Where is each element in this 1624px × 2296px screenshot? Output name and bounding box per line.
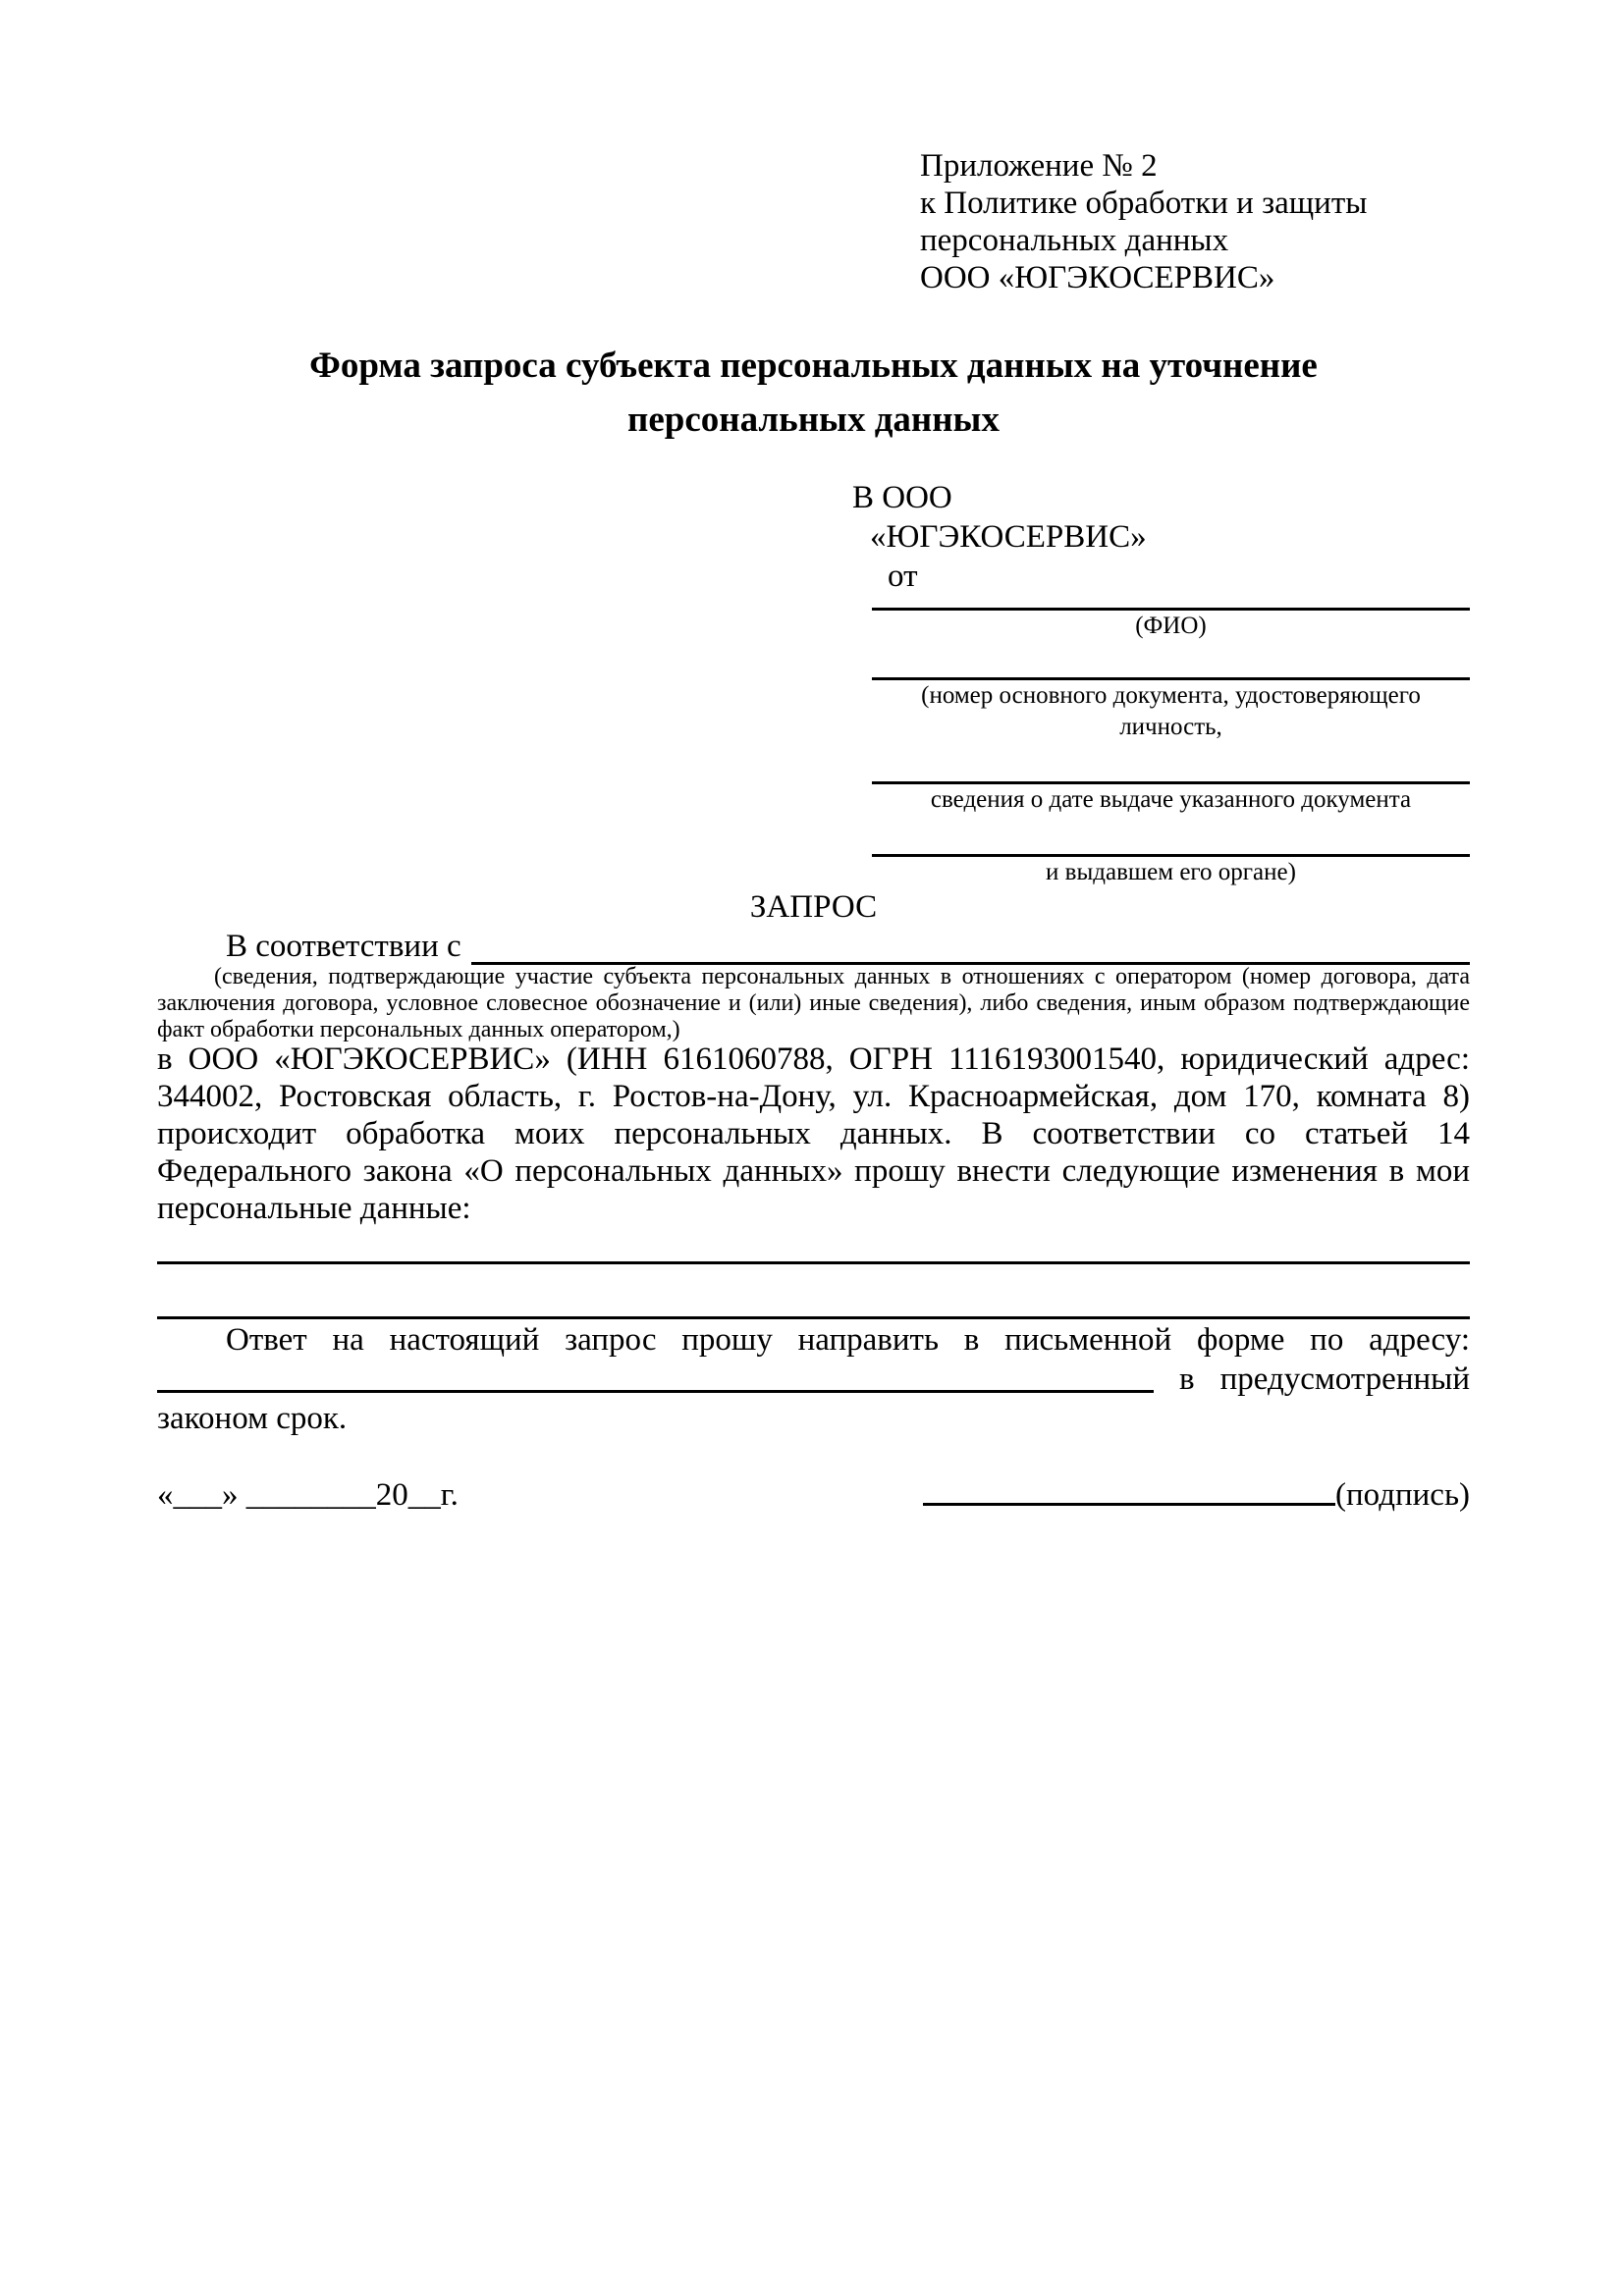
request-body-paragraph: в ООО «ЮГЭКОСЕРВИС» (ИНН 6161060788, ОГРН 1116193001540, юридический адрес: 344002, Ростовская область, г. Ростов-на-Дону, ул. Красноармейская, дом 170, комната 8) происходит обработка моих персональных данных. В соответствии со статьей 14 Федерального закона «О персональных данных» прошу внести следующие изменения в мои персональные данные: bbox=[157, 1041, 1470, 1226]
intro-blank-line bbox=[471, 932, 1470, 965]
document-number-blank-line bbox=[872, 677, 1470, 743]
fio-caption: (ФИО) bbox=[1135, 613, 1207, 639]
changes-blank-line-1 bbox=[157, 1261, 1470, 1264]
issuing-authority-caption: и выдавшем его органе) bbox=[1046, 859, 1296, 885]
request-heading: ЗАПРОС bbox=[749, 889, 878, 925]
reply-address-blank-line bbox=[157, 1360, 1154, 1393]
appendix-note-line: к Политике обработки и защиты персональных данных bbox=[920, 186, 1368, 258]
changes-blank-line-2 bbox=[157, 1316, 1470, 1319]
date-signature-row bbox=[157, 1472, 1470, 1514]
signature-caption: (подпись) bbox=[1335, 1477, 1470, 1513]
issue-date-blank-line bbox=[872, 781, 1470, 816]
document-title-line: Форма запроса субъекта персональных данных на уточнение bbox=[309, 346, 1318, 386]
reply-text: Ответ на настоящий запрос прошу направить в письменной форме по адресу: bbox=[226, 1322, 1470, 1358]
signature-group bbox=[923, 1472, 1470, 1514]
document-number-caption: (номер основного документа, удостоверяющего личность, bbox=[921, 682, 1421, 740]
appendix-note bbox=[920, 147, 1472, 296]
addressee-to-line: В ООО bbox=[852, 480, 952, 515]
addressee-from-label: от bbox=[888, 559, 918, 594]
document-title-line: персональных данных bbox=[627, 400, 1000, 440]
appendix-note-line: Приложение № 2 bbox=[920, 148, 1158, 184]
reply-address-line bbox=[157, 1360, 1470, 1399]
addressee-block bbox=[852, 478, 1470, 888]
reply-word-predusmotrenny: предусмотренный bbox=[1219, 1362, 1470, 1397]
reply-word-v: в bbox=[1179, 1362, 1195, 1397]
intro-line bbox=[157, 928, 1470, 965]
fine-print-note: (сведения, подтверждающие участие субъекта персональных данных в отношениях с оператором (номер договора, дата заключения договора, условное словесное обозначение и (или) иные сведения), либо сведения, иным образом подтверждающие факт обработки персональных данных оператором,) bbox=[157, 964, 1470, 1042]
reply-clause bbox=[157, 1320, 1470, 1438]
appendix-note-line: ООО «ЮГЭКОСЕРВИС» bbox=[920, 260, 1275, 295]
date-line: «___» ________20__г. bbox=[157, 1477, 459, 1513]
issue-date-caption: сведения о дате выдаче указанного документа bbox=[930, 786, 1412, 813]
addressee-org-line: «ЮГЭКОСЕРВИС» bbox=[870, 519, 1147, 555]
intro-prefix: В соответствии с bbox=[226, 929, 461, 964]
document-title bbox=[157, 339, 1470, 447]
fio-blank-line bbox=[872, 608, 1470, 642]
reply-closing: законом срок. bbox=[157, 1401, 348, 1436]
issuing-authority-blank-line bbox=[872, 854, 1470, 888]
signature-blank-line bbox=[923, 1472, 1335, 1506]
